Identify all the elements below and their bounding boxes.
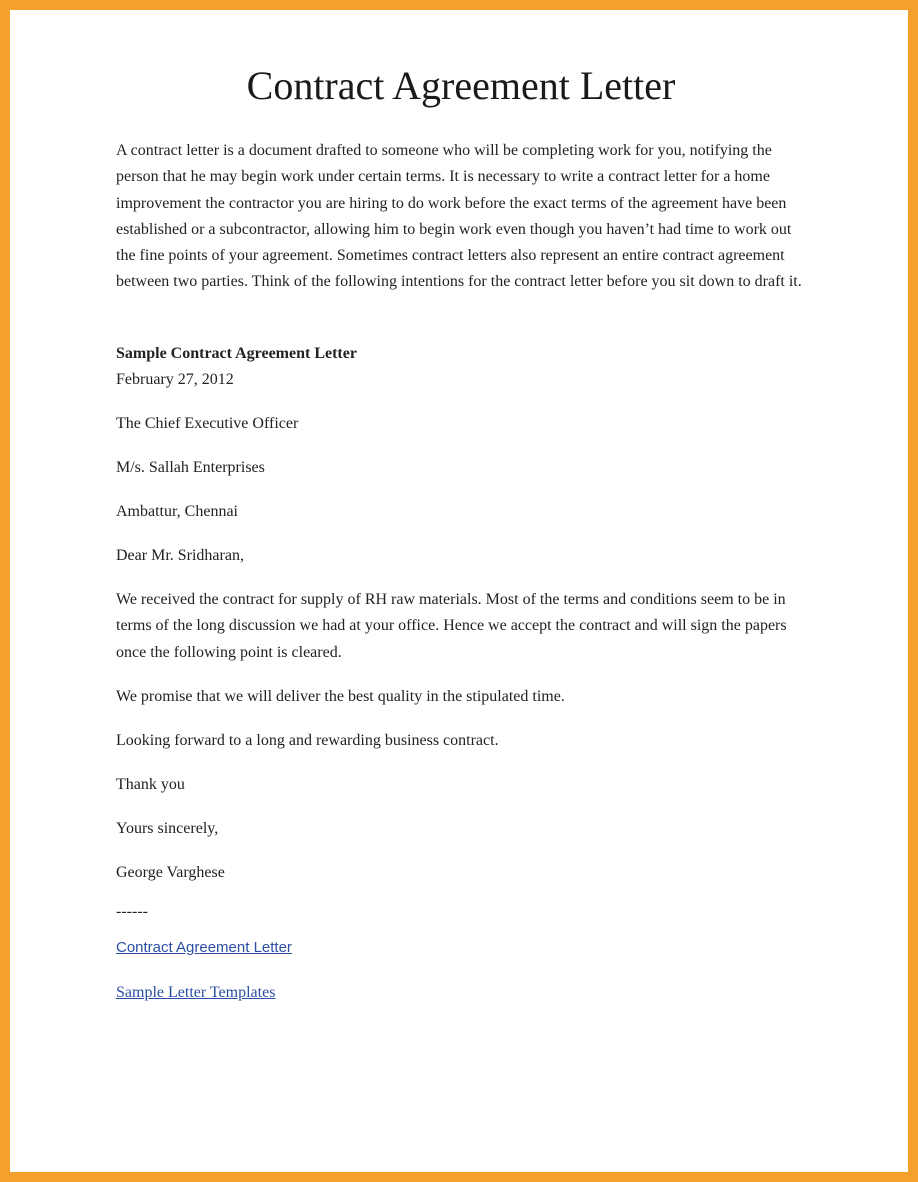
thanks-line: Thank you xyxy=(116,776,185,793)
sample-letter-templates-link[interactable]: Sample Letter Templates xyxy=(116,984,276,1001)
promise-line: We promise that we will deliver the best quality in the stipulated time. xyxy=(116,688,565,705)
recipient-title: The Chief Executive Officer xyxy=(116,415,299,432)
looking-forward-line: Looking forward to a long and rewarding business contract. xyxy=(116,732,499,749)
sample-heading: Sample Contract Agreement Letter xyxy=(116,345,357,362)
signature-name: George Varghese xyxy=(116,864,225,881)
closing-line: Yours sincerely, xyxy=(116,820,219,837)
contract-agreement-link[interactable]: Contract Agreement Letter xyxy=(116,939,292,956)
recipient-company: M/s. Sallah Enterprises xyxy=(116,459,265,476)
salutation: Dear Mr. Sridharan, xyxy=(116,547,244,564)
intro-paragraph: A contract letter is a document drafted to someone who will be completing work for you, notifying the person that he may begin work under certain terms. It is necessary to write a contract letter for a home improvement the contractor you are hiring to do work before the exact terms of the agreement have been established or a subcontractor, allowing him to begin work even though you haven’t had time to work out the fine points of your agreement. Sometimes contract letters also represent an entire contract agreement between two parties. Think of the following intentions for the contract letter before you sit down to draft it. xyxy=(116,142,802,291)
letter-date: February 27, 2012 xyxy=(116,371,234,388)
body-paragraph: We received the contract for supply of RH raw materials. Most of the terms and conditions seem to be in terms of the long discussion we had at your office. Hence we accept the contract and will sign the papers once the following point is cleared. xyxy=(116,591,787,661)
recipient-address: Ambattur, Chennai xyxy=(116,503,238,520)
page-title: Contract Agreement Letter xyxy=(246,63,676,108)
separator: ------ xyxy=(116,903,148,920)
